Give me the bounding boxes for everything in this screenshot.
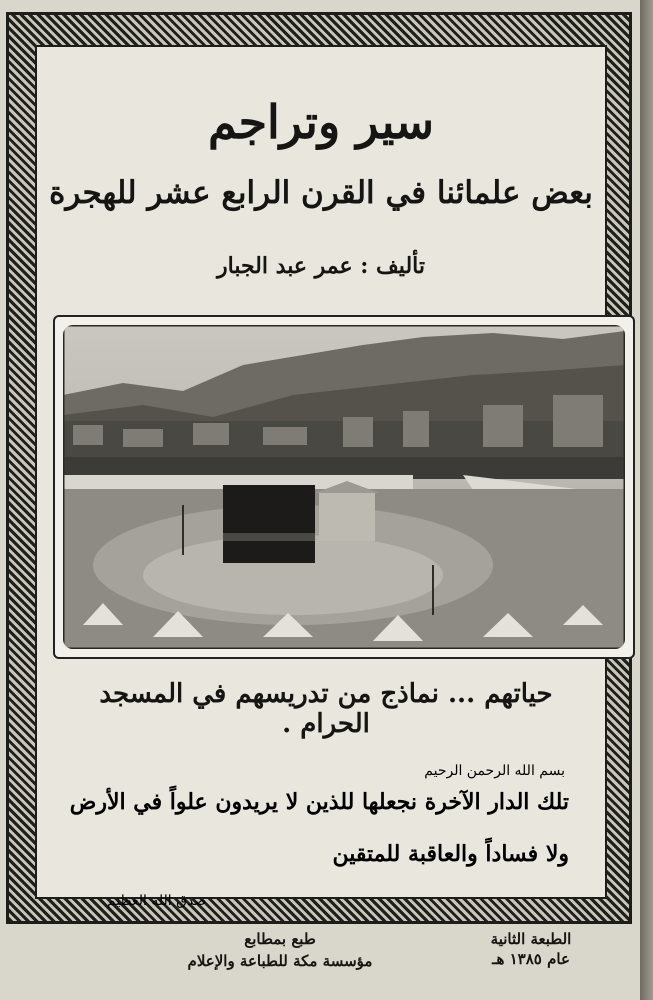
page-edge [640, 0, 653, 1000]
printer-name: مؤسسة مكة للطباعة والإعلام [187, 952, 373, 970]
book-author: تأليف : عمر عبد الجبار [217, 253, 425, 279]
book-title: سير وتراجم [207, 95, 435, 149]
section-heading: حياتهم ... نماذج من تدريسهم في المسجد الحرام . [99, 679, 553, 739]
basmala: بسم الله الرحمن الرحيم [424, 763, 565, 779]
quran-verse-line-1: تلك الدار الآخرة نجعلها للذين لا يريدون علواً في الأرض [69, 789, 569, 815]
edition-label: الطبعة الثانية [490, 930, 572, 948]
printer-info [120, 930, 440, 970]
ornamental-border [6, 12, 632, 924]
edition-info [456, 930, 606, 968]
kaaba-photo [63, 325, 625, 649]
book-subtitle: بعض علمائنا في القرن الرابع عشر للهجرة [49, 175, 593, 211]
quran-verse-line-2: ولا فساداً والعاقبة للمتقين [332, 841, 569, 867]
photo-frame [53, 315, 635, 659]
cover-panel [35, 45, 607, 909]
sadaq-allah: صدق الله العظيم [107, 893, 207, 909]
printer-label: طبع بمطابع [244, 930, 316, 948]
kaaba-photo-illustration [63, 325, 625, 649]
edition-year: عام ١٣٨٥ هـ [492, 950, 570, 968]
